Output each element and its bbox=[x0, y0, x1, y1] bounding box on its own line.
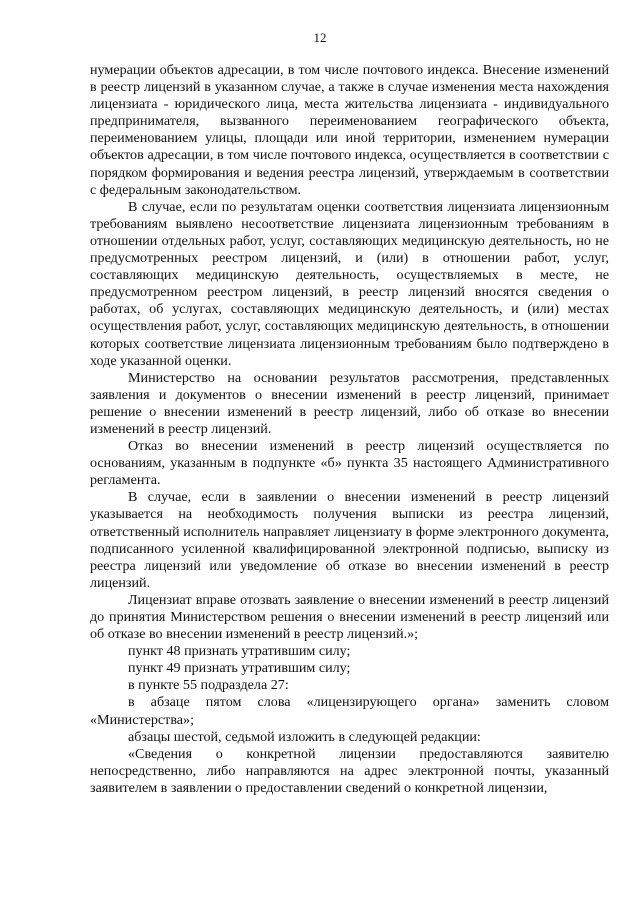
paragraph-item-49: пункт 49 признать утратившим силу; bbox=[128, 660, 351, 677]
paragraph-ministry-decision: Министерство на основании результатов рассмотрения, представленных заявления и документов о внесении изменений в реестр лицензий, принимает решение о внесении изменений в реестр лицензий, либо об отказе во внесении изменений в реестр лицензий. bbox=[90, 369, 609, 437]
paragraph-sixth-seventh: абзацы шестой, седьмой изложить в следующей редакции: bbox=[128, 728, 481, 745]
paragraph-continuation: нумерации объектов адресации, в том числе почтового индекса. Внесение изменений в реестр лицензий в указанном случае, а также в случае изменения места нахождения лицензиата - юридического лица, места жительства лицензиата - индивидуального предпринимателя, вызванного переименованием географического объекта, переименованием улицы, площади или иной территории, изменением нумерации объектов адресации, в том числе почтового индекса, осуществляется в соответствии с порядком формирования и ведения реестра лицензий, утверждаемым в соответствии с федеральным законодательством. bbox=[90, 62, 609, 198]
document-body bbox=[90, 62, 609, 797]
page-number: 12 bbox=[313, 30, 327, 45]
paragraph-license-info: «Сведения о конкретной лицензии предоставляются заявителю непосредственно, либо направляются на адрес электронной почты, указанный заявителем в заявлении о предоставлении сведений о конкретной лицензии, bbox=[90, 745, 609, 796]
paragraph-nonconformity: В случае, если по результатам оценки соответствия лицензиата лицензионным требованиям выявлено несоответствие лицензиата лицензионным требованиям в отношении отдельных работ, услуг, составляющих медицинскую деятельность, но не предусмотренных реестром лицензий, и (или) в отношении работ, услуг, составляющих медицинскую деятельность, осуществляемых в месте, не предусмотренном реестром лицензий, в реестр лицензий вносятся сведения о работах, об услугах, составляющих медицинскую деятельность, и (или) местах осуществления работ, услуг, составляющих медицинскую деятельность, в отношении которых соответствие лицензиата лицензионным требованиям было подтверждено в ходе указанной оценки. bbox=[90, 198, 609, 369]
paragraph-withdrawal: Лицензиат вправе отозвать заявление о внесении изменений в реестр лицензий до принятия Министерством решения о внесении изменений в реестр лицензий или об отказе во внесении изменений в реестр лицензий.»; bbox=[90, 591, 609, 643]
paragraph-register-extract: В случае, если в заявлении о внесении изменений в реестр лицензий указывается на необходимость получения выписки из реестра лицензий, ответственный исполнитель направляет лицензиату в форме электронного документа, подписанного усиленной квалифицированной электронной подписью, выписку из реестра лицензий или уведомление об отказе во внесении изменений в реестр лицензий. bbox=[90, 489, 609, 591]
paragraph-fifth-abzac: в абзаце пятом слова «лицензирующего органа» заменить словом «Министерства»; bbox=[90, 694, 609, 728]
paragraph-item-48: пункт 48 признать утратившим силу; bbox=[128, 643, 351, 660]
paragraph-item-55: в пункте 55 подраздела 27: bbox=[128, 677, 289, 694]
paragraph-refusal-grounds: Отказ во внесении изменений в реестр лицензий осуществляется по основаниям, указанным в подпункте «б» пункта 35 настоящего Административного регламента. bbox=[90, 438, 609, 489]
